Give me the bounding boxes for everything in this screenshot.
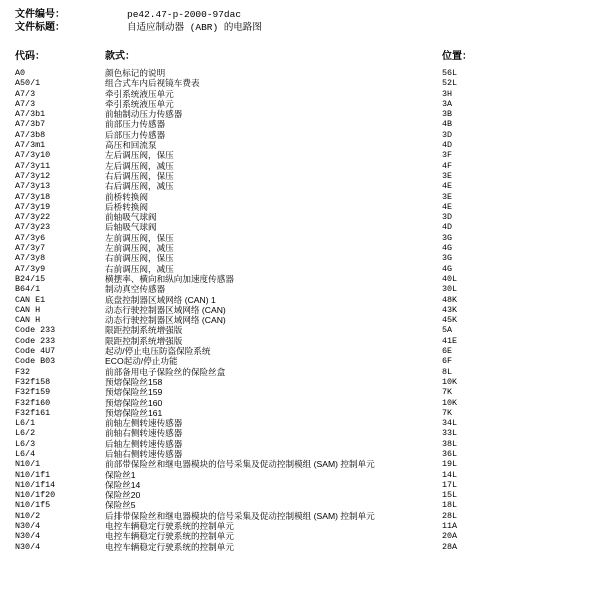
component-name: 制动真空传感器 <box>105 284 166 295</box>
component-name: 预熔保险丝158 <box>105 376 163 387</box>
component-code: A50/1 <box>15 78 41 89</box>
component-name: 后部压力传感器 <box>105 129 166 140</box>
component-position: 45K <box>442 315 458 326</box>
component-position: 15L <box>442 490 458 501</box>
component-name: 右后调压阀，减压 <box>105 181 174 192</box>
list-item <box>15 253 585 263</box>
component-position: 56L <box>442 68 458 78</box>
component-position: 4B <box>442 119 453 130</box>
component-position: 30L <box>442 284 458 295</box>
document-header <box>15 8 585 34</box>
component-position: 36L <box>442 448 458 459</box>
component-code: A7/3b7 <box>15 119 46 130</box>
component-code: A7/3 <box>15 88 36 99</box>
component-position: 3H <box>442 88 453 99</box>
component-name: 保险丝14 <box>105 479 141 490</box>
component-position: 33L <box>442 428 458 439</box>
list-item <box>15 521 585 531</box>
component-position: 4D <box>442 222 453 233</box>
component-position: 17L <box>442 479 458 490</box>
component-name: 前轴吸气球阀 <box>105 212 157 223</box>
component-code: A7/3y11 <box>15 160 51 171</box>
component-code: CAN H <box>15 304 41 315</box>
component-code: N10/2 <box>15 510 41 521</box>
column-header-code: 代码： <box>15 51 45 62</box>
list-item <box>15 171 585 181</box>
file-title-label: 文件标题： <box>15 22 65 33</box>
component-code: CAN E1 <box>15 294 46 305</box>
list-item <box>15 449 585 459</box>
component-code: A7/3y13 <box>15 181 51 192</box>
component-code: A7/3y9 <box>15 263 46 274</box>
component-code: L6/3 <box>15 438 36 449</box>
component-code: Code 233 <box>15 325 56 336</box>
component-code: A7/3y12 <box>15 170 51 181</box>
list-item <box>15 336 585 346</box>
component-code: F32f161 <box>15 407 51 418</box>
component-position: 7K <box>442 387 453 398</box>
component-name: 牵引系统液压单元 <box>105 88 174 99</box>
component-name: 颜色标记的说明 <box>105 68 166 78</box>
component-name: 前轴右侧转速传感器 <box>105 428 183 439</box>
file-title-row <box>15 21 585 34</box>
list-item <box>15 480 585 490</box>
list-item <box>15 356 585 366</box>
component-code: A7/3y10 <box>15 150 51 161</box>
list-item <box>15 68 585 78</box>
file-number-row <box>15 8 585 21</box>
component-code: CAN H <box>15 315 41 326</box>
component-name: ECO起动/停止功能 <box>105 356 178 367</box>
component-code: F32f158 <box>15 376 51 387</box>
list-item <box>15 130 585 140</box>
component-name: 左后调压阀，保压 <box>105 150 174 161</box>
component-code: A7/3b1 <box>15 109 46 120</box>
component-name: 底盘控制器区域网络 (CAN) 1 <box>105 294 216 305</box>
list-item <box>15 439 585 449</box>
list-item <box>15 192 585 202</box>
component-name: 右前调压阀，减压 <box>105 263 174 274</box>
component-code: N10/1 <box>15 459 41 470</box>
component-name: 限距控制系统增强版 <box>105 335 183 346</box>
list-item <box>15 387 585 397</box>
component-position: 3G <box>442 253 453 264</box>
component-name: 前部带保险丝和继电器模块的信号采集及促动控制模组 (SAM) 控制单元 <box>105 459 375 470</box>
list-item <box>15 531 585 541</box>
component-name: 后轴右侧转速传感器 <box>105 448 183 459</box>
component-name: 左前调压阀，保压 <box>105 232 174 243</box>
component-name: 前轴制动压力传感器 <box>105 109 183 120</box>
component-position: 18L <box>442 500 458 511</box>
component-position: 48K <box>442 294 458 305</box>
component-position: 28L <box>442 510 458 521</box>
component-position: 20A <box>442 531 458 542</box>
component-code: N10/1f14 <box>15 479 56 490</box>
component-name: 保险丝5 <box>105 500 136 511</box>
component-code: A7/3y18 <box>15 191 51 202</box>
component-name: 预熔保险丝159 <box>105 387 163 398</box>
component-name: 左前调压阀，减压 <box>105 243 174 254</box>
list-item <box>15 222 585 232</box>
list-item <box>15 212 585 222</box>
component-position: 4E <box>442 181 453 192</box>
component-list <box>15 68 585 552</box>
component-code: L6/4 <box>15 448 36 459</box>
component-name: 电控车辆稳定行驶系统的控制单元 <box>105 531 234 542</box>
list-item <box>15 377 585 387</box>
component-code: N30/4 <box>15 531 41 542</box>
component-position: 6E <box>442 346 453 357</box>
component-name: 前部压力传感器 <box>105 119 166 130</box>
list-item <box>15 264 585 274</box>
component-code: B24/15 <box>15 273 46 284</box>
file-number-label: 文件编号： <box>15 9 65 20</box>
list-item <box>15 274 585 284</box>
component-position: 3A <box>442 98 453 109</box>
list-item <box>15 89 585 99</box>
list-item <box>15 202 585 212</box>
component-code: A0 <box>15 68 26 78</box>
component-code: A7/3y6 <box>15 232 46 243</box>
component-code: A7/3y7 <box>15 243 46 254</box>
column-headers <box>15 50 585 63</box>
list-item <box>15 305 585 315</box>
component-code: A7/3y8 <box>15 253 46 264</box>
component-position: 52L <box>442 78 458 89</box>
component-name: 电控车辆稳定行驶系统的控制单元 <box>105 521 234 532</box>
component-position: 28A <box>442 541 458 552</box>
component-code: N10/1f1 <box>15 469 51 480</box>
component-code: N10/1f20 <box>15 490 56 501</box>
component-position: 3F <box>442 150 453 161</box>
component-code: F32f160 <box>15 397 51 408</box>
component-position: 3D <box>442 129 453 140</box>
component-code: F32f159 <box>15 387 51 398</box>
component-name: 牵引系统液压单元 <box>105 98 174 109</box>
component-name: 右前调压阀，保压 <box>105 253 174 264</box>
component-position: 8L <box>442 366 453 377</box>
component-name: 横摆率、横向和纵向加速度传感器 <box>105 273 234 284</box>
component-name: 限距控制系统增强版 <box>105 325 183 336</box>
component-code: A7/3y19 <box>15 201 51 212</box>
component-name: 前轴左侧转速传感器 <box>105 418 183 429</box>
component-code: A7/3b8 <box>15 129 46 140</box>
list-item <box>15 470 585 480</box>
component-position: 4G <box>442 243 453 254</box>
list-item <box>15 428 585 438</box>
component-position: 3D <box>442 212 453 223</box>
component-position: 4E <box>442 201 453 212</box>
component-name: 预熔保险丝161 <box>105 407 163 418</box>
component-name: 动态行驶控制器区域网络 (CAN) <box>105 315 226 326</box>
component-code: L6/2 <box>15 428 36 439</box>
component-name: 高压和回流泵 <box>105 140 157 151</box>
list-item <box>15 99 585 109</box>
component-position: 11A <box>442 521 458 532</box>
component-position: 3E <box>442 191 453 202</box>
list-item <box>15 150 585 160</box>
list-item <box>15 243 585 253</box>
component-code: Code 4U7 <box>15 346 56 357</box>
list-item <box>15 542 585 552</box>
component-position: 6F <box>442 356 453 367</box>
component-position: 3G <box>442 232 453 243</box>
component-code: A7/3m1 <box>15 140 46 151</box>
component-name: 左后调压阀，减压 <box>105 160 174 171</box>
component-code: B64/1 <box>15 284 41 295</box>
component-position: 10K <box>442 376 458 387</box>
list-item <box>15 459 585 469</box>
component-name: 起动/停止电压防盗保险系统 <box>105 346 211 357</box>
component-code: L6/1 <box>15 418 36 429</box>
component-name: 后轴左侧转速传感器 <box>105 438 183 449</box>
component-position: 7K <box>442 407 453 418</box>
component-position: 40L <box>442 273 458 284</box>
component-position: 4F <box>442 160 453 171</box>
component-position: 4G <box>442 263 453 274</box>
component-position: 3E <box>442 170 453 181</box>
component-position: 19L <box>442 459 458 470</box>
list-item <box>15 398 585 408</box>
list-item <box>15 119 585 129</box>
list-item <box>15 140 585 150</box>
list-item <box>15 346 585 356</box>
component-name: 保险丝1 <box>105 469 136 480</box>
column-header-position: 位置： <box>442 51 472 62</box>
list-item <box>15 500 585 510</box>
list-item <box>15 295 585 305</box>
component-code: F32 <box>15 366 31 377</box>
component-code: A7/3y23 <box>15 222 51 233</box>
list-item <box>15 161 585 171</box>
component-position: 3B <box>442 109 453 120</box>
file-title-value: 自适应制动器 (ABR) 的电路图 <box>127 22 262 33</box>
component-code: N10/1f5 <box>15 500 51 511</box>
component-name: 保险丝20 <box>105 490 141 501</box>
column-header-name: 款式： <box>105 51 135 62</box>
file-number-value: pe42.47-p-2000-97dac <box>127 9 242 20</box>
component-code: Code B03 <box>15 356 56 367</box>
component-code: N30/4 <box>15 521 41 532</box>
component-position: 34L <box>442 418 458 429</box>
list-item <box>15 418 585 428</box>
component-code: Code 233 <box>15 335 56 346</box>
component-name: 前桥转换阀 <box>105 191 148 202</box>
component-position: 5A <box>442 325 453 336</box>
list-item <box>15 325 585 335</box>
component-position: 43K <box>442 304 458 315</box>
component-code: N30/4 <box>15 541 41 552</box>
list-item <box>15 315 585 325</box>
component-code: A7/3y22 <box>15 212 51 223</box>
list-item <box>15 511 585 521</box>
component-name: 前部备用电子保险丝的保险丝盒 <box>105 366 226 377</box>
list-item <box>15 181 585 191</box>
component-code: A7/3 <box>15 98 36 109</box>
component-position: 38L <box>442 438 458 449</box>
component-position: 14L <box>442 469 458 480</box>
list-item <box>15 408 585 418</box>
list-item <box>15 109 585 119</box>
list-item <box>15 367 585 377</box>
list-item <box>15 78 585 88</box>
component-name: 预熔保险丝160 <box>105 397 163 408</box>
component-name: 后轴吸气球阀 <box>105 222 157 233</box>
component-name: 组合式车内后视镜车费表 <box>105 78 200 89</box>
component-position: 4D <box>442 140 453 151</box>
list-item <box>15 233 585 243</box>
list-item <box>15 284 585 294</box>
component-position: 41E <box>442 335 458 346</box>
component-position: 10K <box>442 397 458 408</box>
component-name: 动态行驶控制器区域网络 (CAN) <box>105 304 226 315</box>
component-name: 后排带保险丝和继电器模块的信号采集及促动控制模组 (SAM) 控制单元 <box>105 510 375 521</box>
component-name: 右后调压阀，保压 <box>105 170 174 181</box>
component-name: 后桥转换阀 <box>105 201 148 212</box>
component-name: 电控车辆稳定行驶系统的控制单元 <box>105 541 234 552</box>
list-item <box>15 490 585 500</box>
